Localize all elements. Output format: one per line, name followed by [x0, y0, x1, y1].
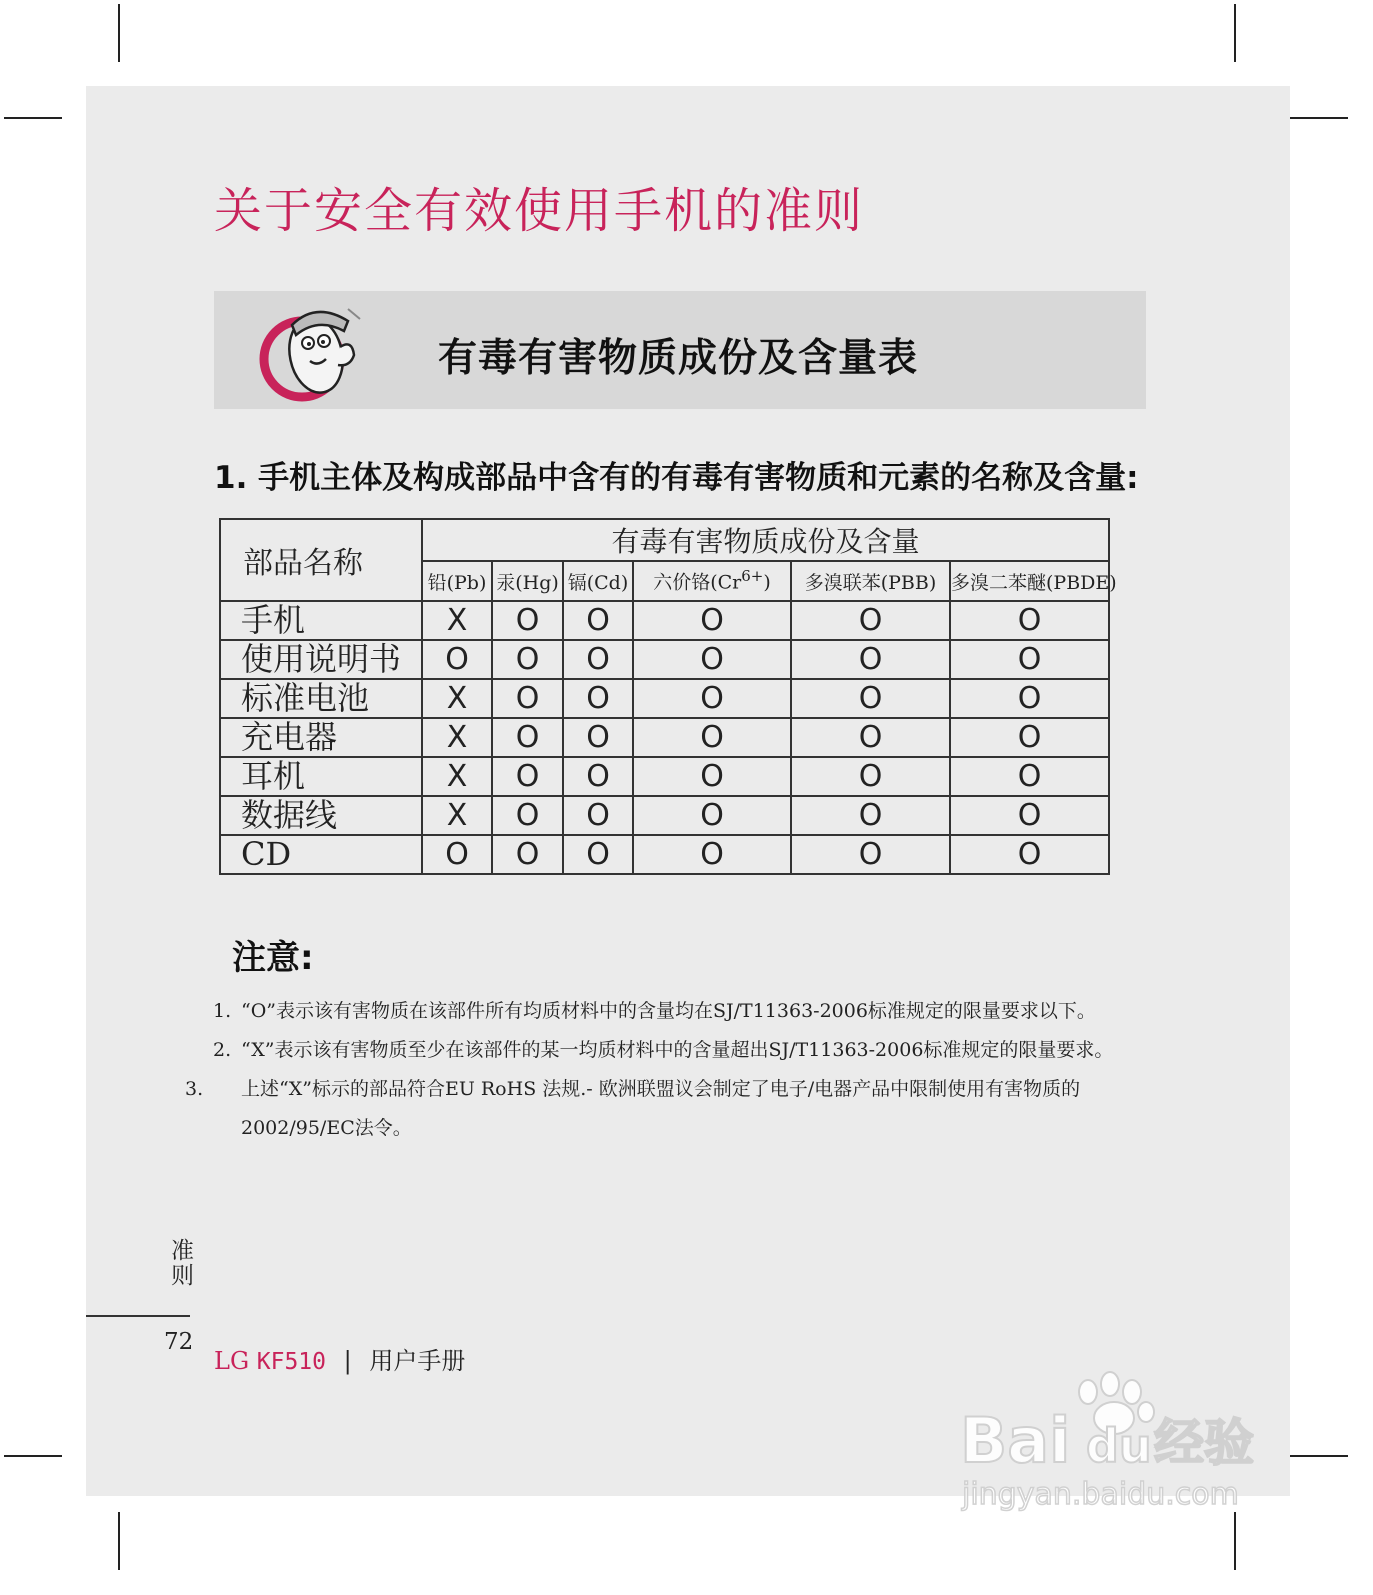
mascot-icon — [256, 295, 372, 407]
part-name: 耳机 — [220, 757, 422, 796]
substance-mark: O — [563, 718, 633, 757]
column-header-cr6-sup: 6+ — [741, 567, 764, 586]
substance-mark: O — [633, 796, 791, 835]
substance-mark: O — [563, 679, 633, 718]
column-header-pbb: 多溴联苯(PBB) — [791, 561, 950, 601]
substance-mark: O — [791, 601, 950, 640]
substance-mark: O — [492, 796, 563, 835]
table-row — [220, 640, 1109, 679]
part-name: 数据线 — [220, 796, 422, 835]
substance-mark: O — [633, 601, 791, 640]
substance-mark: O — [633, 679, 791, 718]
part-name: 使用说明书 — [220, 640, 422, 679]
column-header-cr6 — [633, 561, 791, 601]
substance-mark: X — [422, 601, 492, 640]
table-row — [220, 679, 1109, 718]
crop-mark — [1290, 1455, 1348, 1457]
substance-mark: O — [563, 835, 633, 874]
substance-mark: O — [492, 601, 563, 640]
footer-manual-label: 用户手册 — [369, 1347, 466, 1375]
note-number: 3. — [185, 1078, 204, 1100]
column-header-cr6-suffix: ) — [763, 571, 771, 594]
table-row — [220, 835, 1109, 874]
note-item — [213, 992, 1153, 1031]
substance-mark: O — [563, 796, 633, 835]
crop-mark — [1234, 1512, 1236, 1570]
substance-mark: O — [422, 835, 492, 874]
watermark-cn: 经验 — [1154, 1414, 1254, 1472]
substance-mark: X — [422, 757, 492, 796]
notes-heading: 注意: — [232, 938, 314, 978]
substance-mark: O — [492, 640, 563, 679]
substance-group-header: 有毒有害物质成份及含量 — [422, 519, 1109, 561]
part-name: 标准电池 — [220, 679, 422, 718]
substance-mark: O — [791, 640, 950, 679]
substance-mark: O — [950, 835, 1109, 874]
substance-mark: O — [950, 640, 1109, 679]
crop-mark — [118, 1512, 120, 1570]
part-name-header: 部品名称 — [220, 519, 422, 601]
note-text: 上述“X”标示的部品符合EU RoHS 法规.- 欧洲联盟议会制定了电子/电器产品中限制使用有害物质的 2002/95/EC法令。 — [241, 1078, 1081, 1139]
banner-title: 有毒有害物质成份及含量表 — [438, 336, 919, 381]
table-row — [220, 757, 1109, 796]
note-text: “X”表示该有害物质至少在该部件的某一均质材料中的含量超出SJ/T11363-2006标准规定的限量要求。 — [241, 1039, 1114, 1061]
substance-mark: O — [950, 796, 1109, 835]
table-row — [220, 796, 1109, 835]
crop-mark — [1290, 117, 1348, 119]
substance-mark: O — [950, 679, 1109, 718]
hazardous-substance-table — [219, 518, 1117, 875]
table-row — [220, 601, 1109, 640]
substance-mark: O — [791, 679, 950, 718]
substance-mark: X — [422, 796, 492, 835]
crop-mark — [4, 117, 62, 119]
section-banner — [214, 291, 1146, 409]
column-header-cr6-label: 六价铬(Cr — [653, 571, 742, 594]
substance-mark: O — [563, 601, 633, 640]
substance-mark: O — [633, 757, 791, 796]
watermark-logo — [958, 1366, 1268, 1516]
substance-mark: O — [633, 835, 791, 874]
section-heading: 1. 手机主体及构成部品中含有的有毒有害物质和元素的名称及含量: — [214, 460, 1139, 496]
substance-mark: O — [791, 835, 950, 874]
watermark-brand: Bai — [960, 1404, 1071, 1477]
page-title: 关于安全有效使用手机的准则 — [214, 183, 865, 239]
note-number: 2. — [213, 1039, 232, 1061]
substance-mark: X — [422, 718, 492, 757]
side-tab: 准则 — [167, 1238, 193, 1288]
substance-mark: O — [791, 718, 950, 757]
substance-mark: O — [492, 718, 563, 757]
column-header-pbde: 多溴二苯醚(PBDE) — [950, 561, 1109, 601]
substance-mark: O — [950, 601, 1109, 640]
table-row — [220, 718, 1109, 757]
crop-mark — [4, 1455, 62, 1457]
substance-mark: O — [633, 718, 791, 757]
substance-mark: O — [492, 757, 563, 796]
substance-mark: O — [492, 679, 563, 718]
watermark-brand2: du — [1086, 1419, 1152, 1473]
substance-mark: O — [950, 718, 1109, 757]
watermark-url: jingyan.baidu.com — [962, 1477, 1239, 1512]
column-header-hg: 汞(Hg) — [492, 561, 563, 601]
footer-brand: LG — [214, 1347, 250, 1375]
substance-mark: O — [492, 835, 563, 874]
document-page — [86, 86, 1290, 1496]
substance-mark: O — [563, 640, 633, 679]
substance-mark: O — [633, 640, 791, 679]
crop-mark — [1234, 4, 1236, 62]
substance-mark: X — [422, 679, 492, 718]
note-item — [213, 1031, 1153, 1070]
substance-mark: O — [563, 757, 633, 796]
substance-mark: O — [791, 757, 950, 796]
substance-mark: O — [791, 796, 950, 835]
substance-mark: O — [422, 640, 492, 679]
footer-separator: | — [343, 1347, 352, 1375]
column-header-pb: 铅(Pb) — [422, 561, 492, 601]
crop-mark — [118, 4, 120, 62]
page-number: 72 — [164, 1329, 194, 1355]
part-name: 手机 — [220, 601, 422, 640]
substance-mark: O — [950, 757, 1109, 796]
footer-model: KF510 — [256, 1349, 326, 1375]
footer — [214, 1341, 465, 1376]
part-name: 充电器 — [220, 718, 422, 757]
part-name: CD — [220, 835, 422, 874]
divider — [86, 1315, 190, 1317]
note-number: 1. — [213, 1000, 232, 1022]
note-item — [185, 1070, 1153, 1148]
column-header-cd: 镉(Cd) — [563, 561, 633, 601]
note-text: “O”表示该有害物质在该部件所有均质材料中的含量均在SJ/T11363-2006标准规定的限量要求以下。 — [241, 1000, 1096, 1022]
